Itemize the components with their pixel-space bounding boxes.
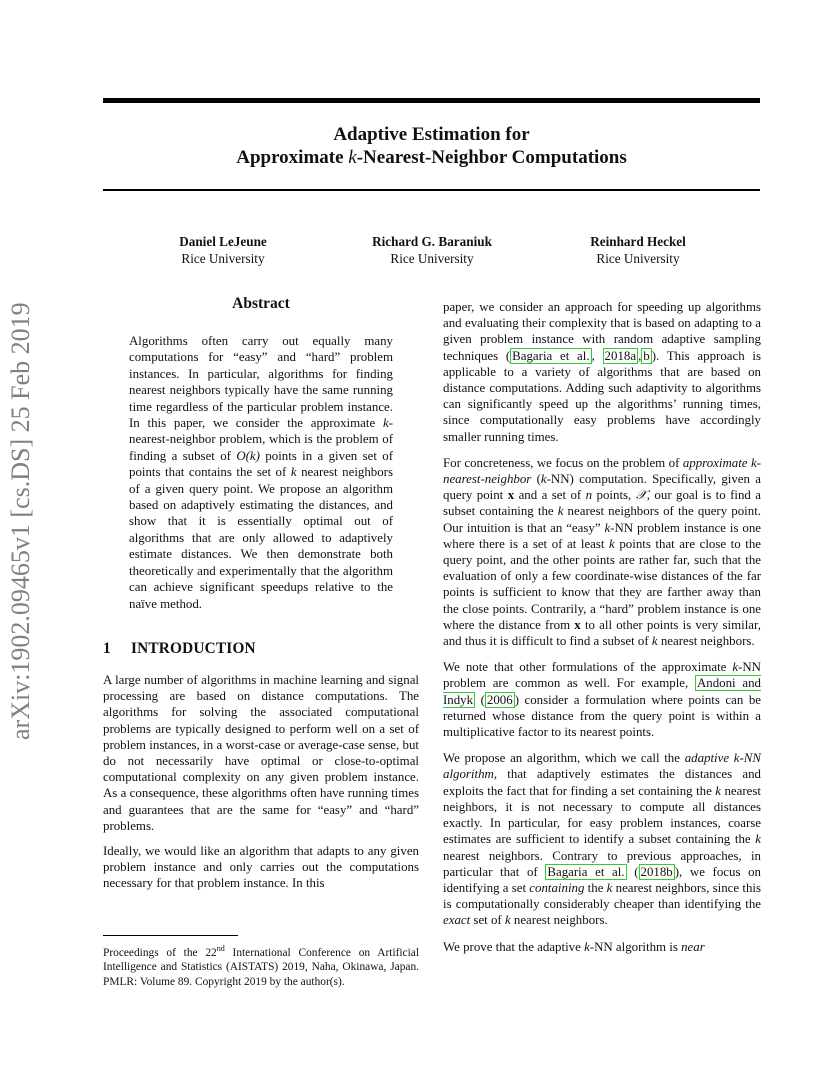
author-name: Richard G. Baraniuk xyxy=(372,234,492,249)
citation-link[interactable]: 2018b xyxy=(640,864,673,879)
right-paragraph-3: We note that other formulations of the approximate k-NN problem are common as well. For example, Andoni and Indyk ( 2006 ) consider a formulation where points can be returned whose distance from the query point is within a multiplicative factor to its nearest points. xyxy=(443,660,761,740)
left-column xyxy=(103,295,419,901)
intro-paragraph-1: A large number of algorithms in machine learning and signal processing are based on distance computations. The algorithms for solving the associated computational problems are typically designed to perform well on a set of problem instances, in a worst-case or average-case sense, but do not necessarily have optimal or close-to-optimal computational complexity on any given problem instance. As a consequence, these algorithms often have running times and guarantees that are the same for “easy” and “hard” problems. xyxy=(103,672,419,833)
right-paragraph-1: paper, we consider an approach for speeding up algorithms and evaluating their complexity that is based on adapting to a given problem instance with random adaptive sampling techniques ( Bagaria et al. , 2018a , b ). This approach is applicable to a variety of algorithms that are based on distance computations. Adding such adaptivity to algorithms can significantly speed up the algorithms’ running times, since computationally easy problems have accordingly smaller running times. xyxy=(443,300,762,444)
abstract-heading: Abstract xyxy=(232,295,290,312)
author-block xyxy=(103,233,760,273)
intro-paragraph-2: Ideally, we would like an algorithm that adapts to any given problem instance and only carries out the computations necessary for that problem instance. In this xyxy=(103,843,419,891)
right-paragraph-5: We prove that the adaptive k-NN algorithm is near xyxy=(443,939,705,954)
author-1 xyxy=(148,233,298,267)
citation-link[interactable]: Andoni and Indyk xyxy=(443,676,761,707)
citation-link[interactable]: Bagaria et al. xyxy=(512,348,590,363)
citation-link[interactable]: Bagaria et al. xyxy=(547,864,625,879)
author-name: Daniel LeJeune xyxy=(179,234,267,249)
citation-link[interactable]: 2006 xyxy=(486,692,513,707)
proceedings-footnote: Proceedings of the 22nd International Conference on Artificial Intelligence and Statistics (AISTATS) 2019, Naha, Okinawa, Japan. PMLR: Volume 89. Copyright 2019 by the author(s). xyxy=(103,943,420,988)
title-line-2: Approximate k-Nearest-Neighbor Computations xyxy=(236,147,627,168)
author-2 xyxy=(347,233,517,267)
author-affiliation: Rice University xyxy=(596,251,680,266)
title-line-1: Adaptive Estimation for xyxy=(333,124,530,145)
citation-link[interactable]: b xyxy=(643,348,650,363)
right-paragraph-2: For concreteness, we focus on the problem of approximate k-nearest-neighbor (k-NN) computation. Specifically, given a query point x and a set of n points, 𝒳, our goal is to find a subset containing the k nearest neighbors of the query point. Our intuition is that an “easy” k-NN problem instance is one where there is a set of at least k points that are close to the query point, and the other points are rather far, such that the evaluation of only a few coordinate-wise distances of the far points is sufficient to know that they are farther away than the close points. Contrarily, a “hard” problem instance is one where the distance from x to all other points is very similar, and thus it is difficult to find a subset of k nearest neighbors. xyxy=(443,455,762,649)
footnote-rule xyxy=(103,935,238,936)
right-paragraph-4: We propose an algorithm, which we call the adaptive k-NN algorithm, that adaptively estimates the distances and exploits the fact that for finding a set containing the k nearest neighbors, it is not necessary to compute all distances exactly. In particular, for easy problem instances, coarse estimates are sufficient to identify a subset containing the k nearest neighbors. Contrary to previous approaches, in particular that of Bagaria et al. ( 2018b ), we focus on identifying a set containing the k nearest neighbors, since this is computationally considerably cheaper than identifying the exact set of k nearest neighbors. xyxy=(443,751,762,928)
right-column xyxy=(443,299,761,965)
author-3 xyxy=(563,233,713,267)
citation-link[interactable]: 2018a xyxy=(604,348,637,363)
author-affiliation: Rice University xyxy=(181,251,265,266)
paper-title xyxy=(103,123,760,169)
top-rule xyxy=(103,98,760,103)
author-affiliation: Rice University xyxy=(390,251,474,266)
section-heading-introduction: 1 INTRODUCTION xyxy=(103,639,256,657)
arxiv-side-stamp: arXiv:1902.09465v1 [cs.DS] 25 Feb 2019 xyxy=(6,302,35,740)
author-name: Reinhard Heckel xyxy=(590,234,686,249)
footnote-block xyxy=(103,935,419,989)
title-bottom-rule xyxy=(103,189,760,191)
abstract-text: Algorithms often carry out equally many computations for “easy” and “hard” problem instances. In particular, algorithms for finding nearest neighbors typically have the same running time regardless of the particular problem instance. In this paper, we consider the approximate k-nearest-neighbor problem, which is the problem of finding a subset of O(k) points in a given set of points that contains the set of k nearest neighbors of a given query point. We propose an algorithm based on adaptively estimating the distances, and show that it is essentially optimal out of algorithms that are only allowed to adaptively estimate distances. We then demonstrate both theoretically and experimentally that the algorithm can achieve significant speedups relative to the naïve method. xyxy=(129,334,393,611)
